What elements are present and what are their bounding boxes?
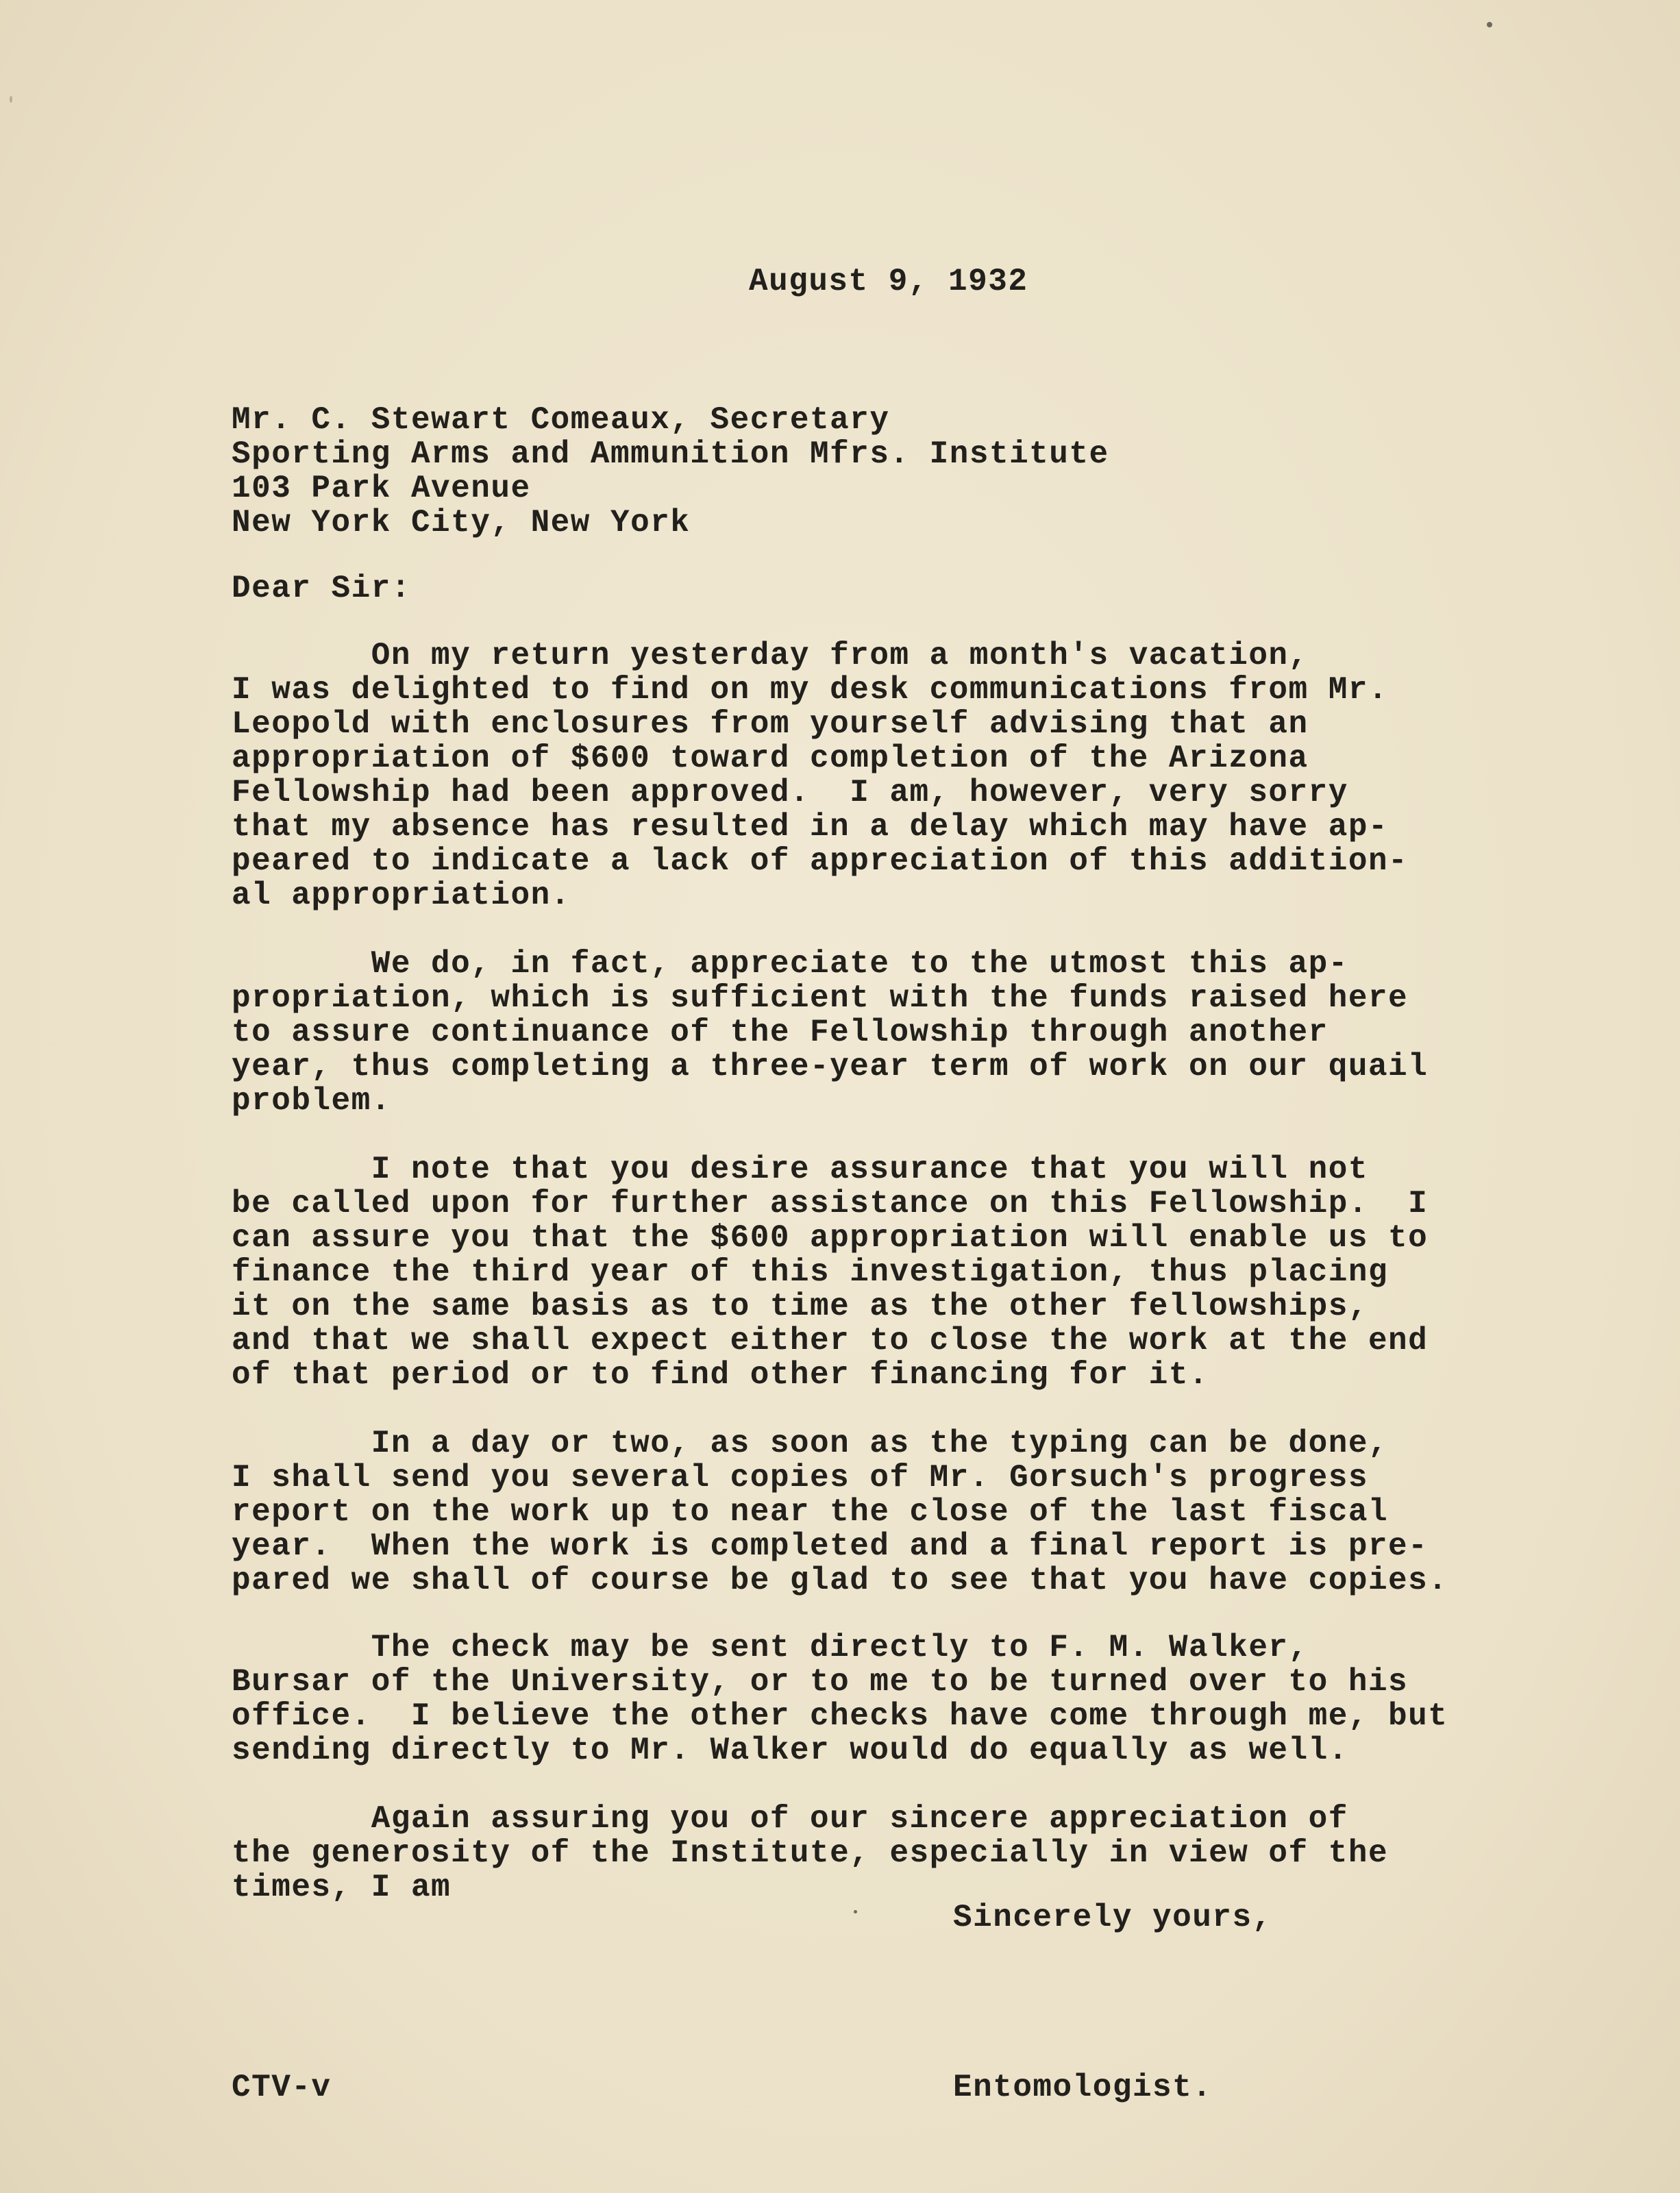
paragraph-6 bbox=[232, 1802, 1388, 1905]
text-line: it on the same basis as to time as the other fellowships, bbox=[232, 1289, 1368, 1324]
text-line: can assure you that the $600 appropriation will enable us to bbox=[232, 1220, 1429, 1256]
text-line: al appropriation. bbox=[232, 878, 571, 913]
address-line: Sporting Arms and Ammunition Mfrs. Institute bbox=[232, 436, 1109, 472]
typist-initials: CTV-v bbox=[232, 2070, 332, 2105]
paper-speck bbox=[10, 96, 12, 103]
text-line: finance the third year of this investigation, thus placing bbox=[232, 1254, 1389, 1290]
text-line: I note that you desire assurance that you will not bbox=[232, 1152, 1368, 1187]
text-line: Fellowship had been approved. I am, however, very sorry bbox=[232, 775, 1348, 810]
paper-speck bbox=[1487, 22, 1492, 27]
text-line: year. When the work is completed and a final report is pre- bbox=[232, 1528, 1429, 1564]
salutation: Dear Sir: bbox=[232, 571, 411, 606]
text-line: Leopold with enclosures from yourself advising that an bbox=[232, 706, 1309, 742]
text-line: pared we shall of course be glad to see that you have copies. bbox=[232, 1563, 1448, 1598]
text-line: Again assuring you of our sincere appreciation of bbox=[232, 1801, 1348, 1837]
paragraph-1 bbox=[232, 639, 1408, 913]
paragraph-4 bbox=[232, 1426, 1448, 1598]
text-line: report on the work up to near the close of the last fiscal bbox=[232, 1494, 1389, 1530]
address-line: Mr. C. Stewart Comeaux, Secretary bbox=[232, 402, 890, 438]
paper-speck bbox=[854, 1910, 857, 1913]
text-line: In a day or two, as soon as the typing can be done, bbox=[232, 1426, 1389, 1461]
paragraph-5 bbox=[232, 1631, 1448, 1768]
text-line: office. I believe the other checks have come through me, but bbox=[232, 1698, 1448, 1734]
recipient-address bbox=[232, 403, 1109, 540]
paragraph-2 bbox=[232, 947, 1428, 1118]
text-line: sending directly to Mr. Walker would do equally as well. bbox=[232, 1733, 1348, 1768]
text-line: I shall send you several copies of Mr. Gorsuch's progress bbox=[232, 1460, 1368, 1496]
text-line: be called upon for further assistance on this Fellowship. I bbox=[232, 1186, 1429, 1222]
text-line: We do, in fact, appreciate to the utmost this ap- bbox=[232, 946, 1348, 982]
text-line: peared to indicate a lack of appreciation of this addition- bbox=[232, 843, 1409, 879]
text-line: On my return yesterday from a month's vacation, bbox=[232, 638, 1309, 673]
address-line: New York City, New York bbox=[232, 505, 691, 541]
text-line: problem. bbox=[232, 1083, 391, 1119]
text-line: propriation, which is sufficient with the funds raised here bbox=[232, 980, 1409, 1016]
text-line: Bursar of the University, or to me to be turned over to his bbox=[232, 1664, 1409, 1700]
paragraph-3 bbox=[232, 1152, 1428, 1392]
text-line: I was delighted to find on my desk communications from Mr. bbox=[232, 672, 1389, 708]
closing: Sincerely yours, bbox=[953, 1900, 1272, 1935]
text-line: and that we shall expect either to close the work at the end bbox=[232, 1323, 1429, 1359]
text-line: that my absence has resulted in a delay which may have ap- bbox=[232, 809, 1389, 845]
text-line: The check may be sent directly to F. M. Walker, bbox=[232, 1630, 1309, 1665]
text-line: year, thus completing a three-year term of work on our quail bbox=[232, 1049, 1429, 1085]
address-line: 103 Park Avenue bbox=[232, 471, 531, 506]
text-line: to assure continuance of the Fellowship through another bbox=[232, 1015, 1329, 1050]
letter-date: August 9, 1932 bbox=[749, 264, 1028, 299]
text-line: times, I am bbox=[232, 1870, 452, 1905]
text-line: appropriation of $600 toward completion of the Arizona bbox=[232, 741, 1309, 776]
signature-title: Entomologist. bbox=[953, 2070, 1213, 2105]
text-line: the generosity of the Institute, especially in view of the bbox=[232, 1835, 1389, 1871]
text-line: of that period or to find other financing for it. bbox=[232, 1357, 1209, 1393]
